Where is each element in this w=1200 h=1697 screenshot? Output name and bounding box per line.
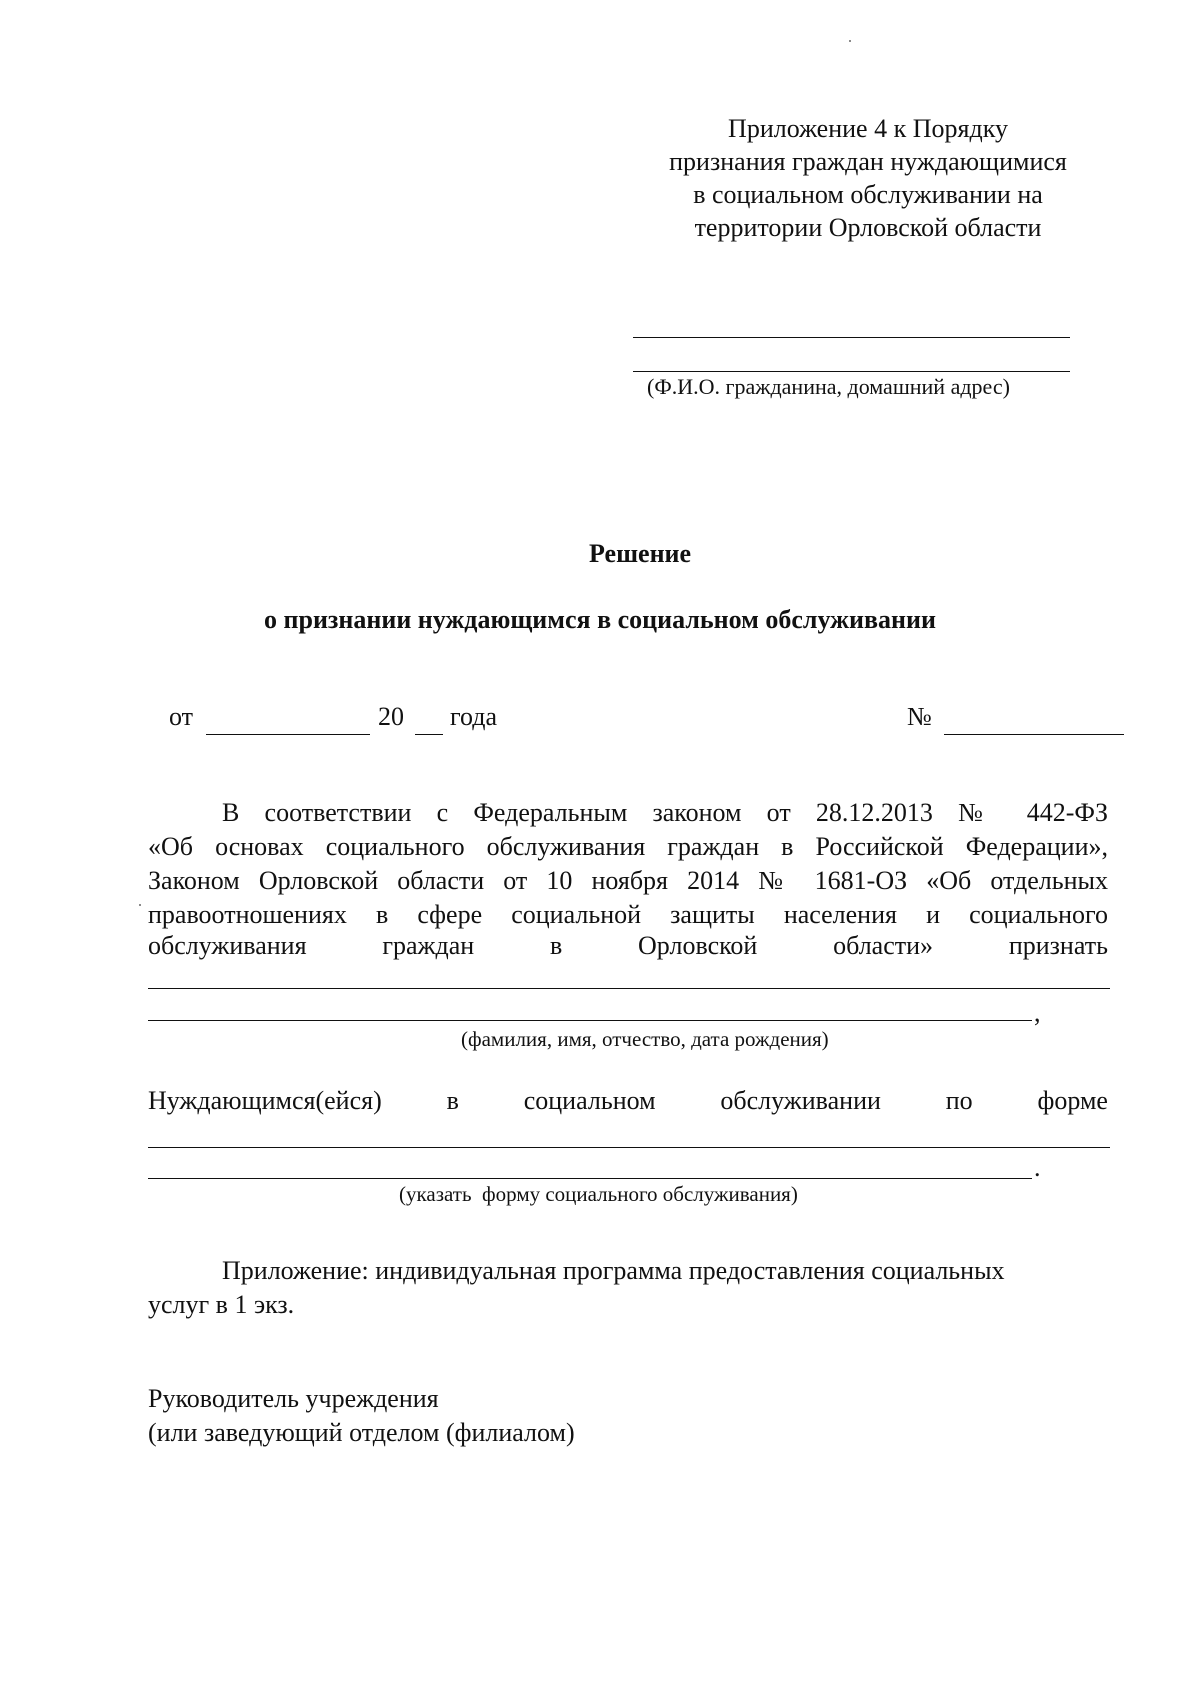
need-word: социальном bbox=[523, 1086, 656, 1115]
appendix-header bbox=[630, 112, 1106, 244]
form-caption: (указать форму социального обслуживания) bbox=[399, 1182, 798, 1206]
body-line: В соответствии с Федеральным законом от 28.12.2013 № 442-ФЗ bbox=[222, 798, 1108, 827]
body-last-line bbox=[148, 931, 1108, 961]
appendix-header-line: Приложение 4 к Порядку bbox=[728, 114, 1008, 143]
appendix-header-line: в социальном обслуживании на bbox=[693, 180, 1043, 209]
body-word: признать bbox=[1008, 931, 1108, 960]
number-label: № bbox=[907, 702, 932, 731]
body-word: обслуживания bbox=[148, 931, 307, 960]
appendix-header-line: территории Орловской области bbox=[694, 213, 1042, 242]
date-prefix: от bbox=[169, 702, 194, 731]
year-prefix: 20 bbox=[378, 702, 404, 731]
attachment-line: Приложение: индивидуальная программа предоставления социальных bbox=[222, 1256, 1005, 1285]
body-word: области» bbox=[833, 931, 934, 960]
addressee-blank-line[interactable] bbox=[633, 371, 1070, 372]
fio-blank-line[interactable] bbox=[148, 988, 1110, 989]
body-word: в bbox=[549, 931, 563, 960]
scan-speck bbox=[849, 40, 851, 42]
scan-speck bbox=[139, 904, 141, 906]
form-blank-line[interactable] bbox=[148, 1178, 1032, 1179]
form-trailing-period: . bbox=[1034, 1153, 1041, 1182]
body-line: Законом Орловской области от 10 ноября 2014 № 1681-ОЗ «Об отдельных bbox=[148, 866, 1108, 895]
signature-title: Руководитель учреждения bbox=[148, 1384, 439, 1413]
body-word: Орловской bbox=[638, 931, 758, 960]
need-word: Нуждающимся(ейся) bbox=[148, 1086, 382, 1115]
appendix-header-line: признания граждан нуждающимися bbox=[669, 147, 1067, 176]
year-suffix: года bbox=[450, 702, 498, 731]
need-word: по bbox=[945, 1086, 973, 1115]
need-word: форме bbox=[1037, 1086, 1108, 1115]
addressee-caption: (Ф.И.О. гражданина, домашний адрес) bbox=[647, 374, 1010, 399]
form-blank-line[interactable] bbox=[148, 1147, 1110, 1148]
document-title: Решение bbox=[589, 539, 692, 568]
body-word: граждан bbox=[382, 931, 475, 960]
need-word: обслуживании bbox=[720, 1086, 881, 1115]
signature-subtitle: (или заведующий отделом (филиалом) bbox=[148, 1418, 575, 1447]
fio-caption: (фамилия, имя, отчество, дата рождения) bbox=[461, 1027, 829, 1051]
number-blank[interactable] bbox=[944, 734, 1124, 735]
need-line bbox=[148, 1086, 1108, 1116]
need-word: в bbox=[446, 1086, 459, 1115]
addressee-blank-line[interactable] bbox=[633, 337, 1070, 338]
attachment-line: услуг в 1 экз. bbox=[148, 1290, 295, 1319]
year-blank[interactable] bbox=[415, 734, 443, 735]
body-line: правоотношениях в сфере социальной защиты населения и социального bbox=[148, 900, 1108, 929]
fio-trailing-comma: , bbox=[1034, 998, 1041, 1027]
fio-blank-line[interactable] bbox=[148, 1020, 1032, 1021]
date-blank[interactable] bbox=[206, 734, 370, 735]
body-line: «Об основах социального обслуживания граждан в Российской Федерации», bbox=[148, 832, 1108, 861]
document-subtitle: о признании нуждающимся в социальном обслуживании bbox=[264, 605, 936, 634]
